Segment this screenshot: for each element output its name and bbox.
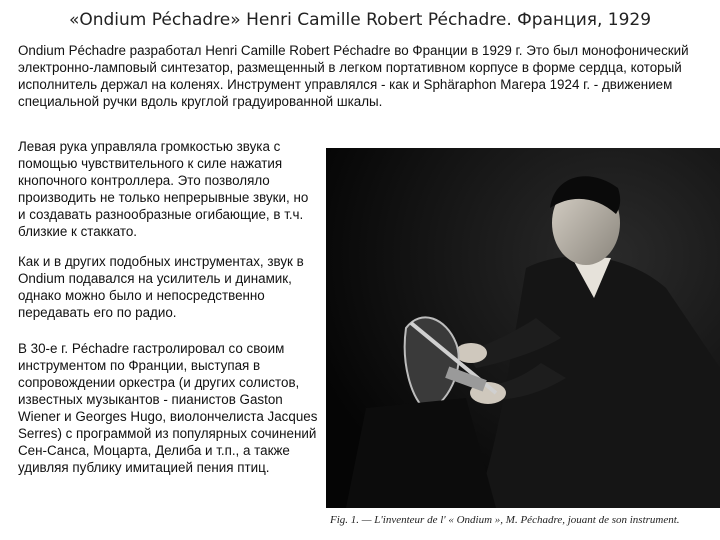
body-paragraph-3 bbox=[18, 340, 318, 476]
body-paragraph-2 bbox=[18, 253, 318, 321]
body-paragraph-1 bbox=[18, 138, 318, 240]
performer-illustration bbox=[326, 148, 720, 508]
paragraph-text: Как и в других подобных инструментах, звук в Ondium подавался на усилитель и динамик, однако можно было и непосредственно передавать его по радио. bbox=[18, 254, 304, 320]
photo-caption: Fig. 1. — L'inventeur de l' « Ondium », M. Péchadre, jouant de son instrument. bbox=[330, 514, 680, 526]
page-title: «Ondium Péchadre» Henri Camille Robert Péchadre. Франция, 1929 bbox=[68, 10, 652, 30]
intro-paragraph: Ondium Péchadre разработал Henri Camille Robert Péchadre во Франции в 1929 г. Это был монофонический электронно-ламповый синтезатор, размещенный в легком портативном корпусе в форме сердца, который исполнитель держал на коленях. Инструмент управлялся - как и Sphäraphon Магера 1924 г. - движением специальной ручки вдоль круглой градуированной шкалы. bbox=[18, 43, 689, 109]
paragraph-text: Левая рука управляла громкостью звука с помощью чувствительного к силе нажатия кнопочного контроллера. Это позволяло производить не только непрерывные звуки, но и создавать разнообразные огибающие, в т.ч. близкие к стаккато. bbox=[18, 139, 309, 239]
paragraph-text: В 30-е г. Péchadre гастролировал со своим инструментом по Франции, выступая в сопровождении оркестра (и других солистов, известных музыкантов - пианистов Gaston Wiener и Georges Hugo, виолончелиста Jacques Serres) с программой из популярных сочинений Сен-Санса, Моцарта, Делиба и т.п., а также удивляя публику имитацией пения птиц. bbox=[18, 341, 318, 475]
historical-photo bbox=[326, 148, 720, 508]
